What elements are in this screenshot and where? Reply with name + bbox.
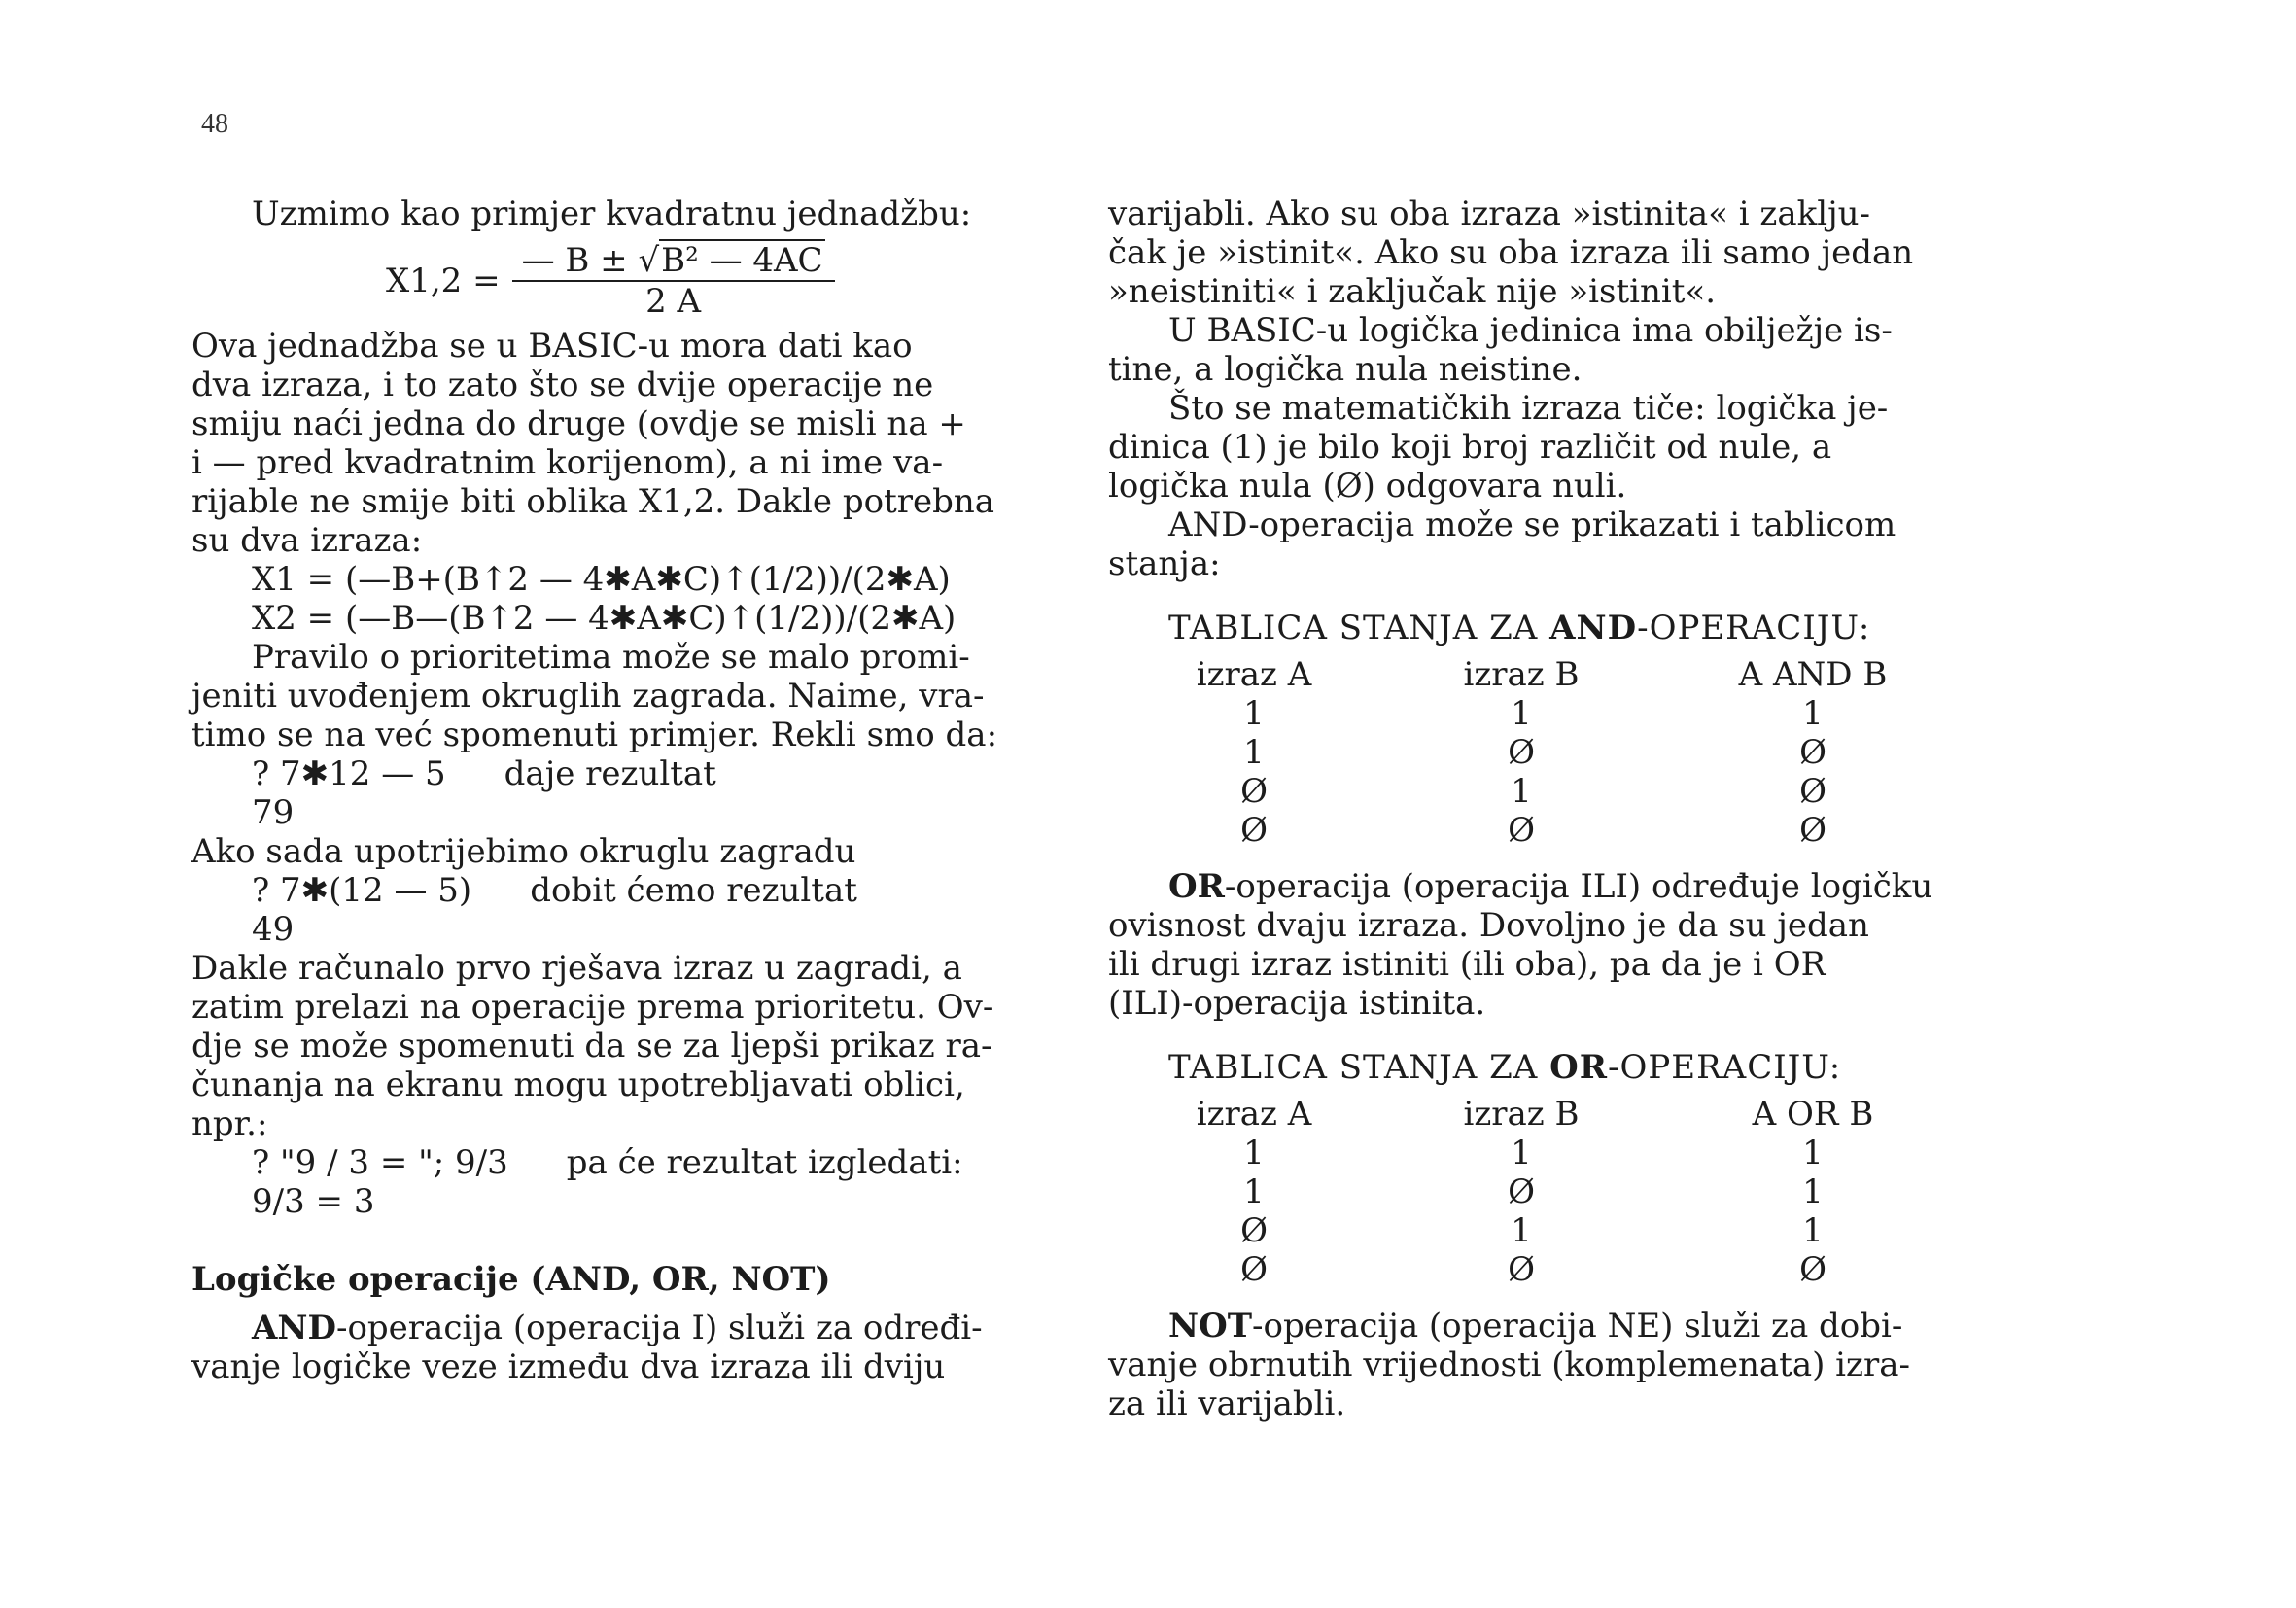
table-cell: 1 [1243, 1172, 1265, 1211]
table-cell: 1 [1802, 1134, 1824, 1172]
or-keyword: OR [1168, 867, 1225, 906]
example-text: daje rezultat [504, 754, 716, 793]
text-line: rijable ne smije biti oblika X1,2. Dakle potrebna [191, 482, 995, 521]
text-line: logička nula (Ø) odgovara nuli. [1108, 467, 1627, 506]
table-header: izraz A [1196, 1095, 1312, 1134]
text-line: dinica (1) je bilo koji broj različit od nule, a [1108, 428, 1832, 467]
math-paragraph [1108, 389, 1983, 506]
table-row [1128, 1172, 1964, 1211]
paragraph-3 [191, 949, 1057, 1143]
text-line: dva izraza, i to zato što se dvije operacije ne [191, 366, 934, 404]
example-3 [191, 1143, 1057, 1182]
table-row [1128, 1134, 1964, 1172]
text-line: jeniti uvođenjem okruglih zagrada. Naime, vra- [191, 677, 985, 716]
example-code: ? 7✱(12 — 5) [252, 871, 472, 910]
example-code: ? "9 / 3 = "; 9/3 [252, 1143, 508, 1182]
title-keyword: OR [1549, 1048, 1609, 1087]
paragraph-2 [191, 638, 1057, 754]
text-fragment: -operacija (operacija ILI) određuje logičku [1224, 867, 1933, 906]
table-header-row [1128, 1095, 1964, 1134]
table-row [1128, 1250, 1964, 1289]
left-column [191, 194, 1057, 1386]
code-line: X2 = (—B—(B↑2 — 4✱A✱C)↑(1/2))/(2✱A) [252, 599, 957, 638]
table-header: izraz B [1463, 1095, 1580, 1134]
continued-paragraph [1108, 194, 1983, 311]
text-line: U BASIC-u logička jedinica ima obilježje is- [1168, 311, 1893, 350]
table-cell: Ø [1240, 772, 1268, 811]
table-cell: Ø [1799, 733, 1826, 772]
table-cell: Ø [1799, 1250, 1826, 1289]
intro-text: Uzmimo kao primjer kvadratnu jednadžbu: [252, 194, 972, 233]
table-cell: Ø [1508, 1250, 1535, 1289]
table-cell: Ø [1240, 1211, 1268, 1250]
text-fragment: -operacija (operacija I) služi za određi- [335, 1309, 983, 1347]
text-line: ovisnost dvaju izraza. Dovoljno je da su jedan [1108, 906, 1869, 945]
table-cell: Ø [1240, 1250, 1268, 1289]
table-cell: 1 [1511, 772, 1532, 811]
text-line: zatim prelazi na operacije prema prioritetu. Ov- [191, 988, 994, 1027]
table-cell: 1 [1511, 694, 1532, 733]
right-column [1108, 194, 1983, 1423]
table-cell: 1 [1802, 1211, 1824, 1250]
table-cell: Ø [1508, 811, 1535, 850]
section-heading: Logičke operacije (AND, OR, NOT) [191, 1260, 831, 1299]
text-line: su dva izraza: [191, 521, 423, 560]
text-line: varijabli. Ako su oba izraza »istinita« i zaklju- [1108, 194, 1870, 233]
table-cell: Ø [1508, 733, 1535, 772]
example-2 [191, 871, 1057, 910]
text-line: dje se može spomenuti da se za ljepši prikaz ra- [191, 1027, 992, 1066]
text-fragment: -operacija (operacija NE) služi za dobi- [1252, 1307, 1903, 1346]
text-line: Ova jednadžba se u BASIC-u mora dati kao [191, 327, 913, 366]
text-line: Pravilo o prioritetima može se malo promi- [252, 638, 970, 677]
and-keyword: AND [252, 1309, 336, 1347]
table-cell: Ø [1799, 811, 1826, 850]
example-1 [191, 754, 1057, 793]
text-line: npr.: [191, 1104, 268, 1143]
table-cell: 1 [1243, 694, 1265, 733]
text-line: Dakle računalo prvo rješava izraz u zagradi, a [191, 949, 962, 988]
or-table-title [1168, 1048, 1983, 1087]
table-cell: 1 [1243, 733, 1265, 772]
text-line: stanja: [1108, 544, 1221, 583]
quadratic-formula [386, 241, 1057, 321]
and-paragraph [191, 1309, 1057, 1386]
formula-num-pre: — B ± √ [521, 241, 660, 280]
formula-numerator [512, 241, 835, 282]
table-cell: Ø [1508, 1172, 1535, 1211]
text-line: Što se matematičkih izraza tiče: logička je- [1168, 389, 1889, 428]
example-code: ? 7✱12 — 5 [252, 754, 446, 793]
or-truth-table [1128, 1095, 1964, 1289]
table-row [1128, 811, 1964, 850]
table-row [1128, 1211, 1964, 1250]
text-line: čunanja na ekranu mogu upotrebljavati oblici, [191, 1066, 965, 1104]
table-cell: Ø [1240, 811, 1268, 850]
text-line: AND-operacija može se prikazati i tablicom [1168, 506, 1896, 544]
example-text: dobit ćemo rezultat [530, 871, 857, 910]
table-row [1128, 694, 1964, 733]
page-number: 48 [201, 109, 228, 139]
title-post: -OPERACIJU: [1608, 1048, 1842, 1087]
text-line [1108, 867, 1983, 906]
title-pre: TABLICA STANJA ZA [1168, 1048, 1550, 1087]
table-header: A AND B [1738, 655, 1888, 694]
text-line [191, 1309, 1057, 1347]
table-header: A OR B [1752, 1095, 1874, 1134]
formula-lhs: X1,2 = [386, 262, 501, 300]
formula-denominator: 2 A [645, 282, 702, 321]
table-header-row [1128, 655, 1964, 694]
text-line: za ili varijabli. [1108, 1384, 1346, 1423]
code-line: X1 = (—B+(B↑2 — 4✱A✱C)↑(1/2))/(2✱A) [252, 560, 951, 599]
table-cell: 1 [1802, 1172, 1824, 1211]
title-post: -OPERACIJU: [1637, 609, 1871, 647]
text-line [1108, 1307, 1983, 1346]
example-result: 79 [252, 793, 295, 832]
text-line: i — pred kvadratnim korijenom), a ni ime va- [191, 443, 944, 482]
text-line: timo se na već spomenuti primjer. Rekli smo da: [191, 716, 998, 754]
table-header: izraz A [1196, 655, 1312, 694]
text-line: »neistiniti« i zaključak nije »istinit«. [1108, 272, 1717, 311]
example-text: pa će rezultat izgledati: [566, 1143, 963, 1182]
title-pre: TABLICA STANJA ZA [1168, 609, 1550, 647]
and-truth-table [1128, 655, 1964, 850]
example-result: 49 [252, 910, 295, 949]
text-line: vanje obrnutih vrijednosti (komplemenata) izra- [1108, 1346, 1910, 1384]
table-cell: 1 [1511, 1211, 1532, 1250]
table-cell: 1 [1243, 1134, 1265, 1172]
and-table-title [1168, 609, 1983, 647]
paragraph-1 [191, 327, 1057, 560]
text-line: ili drugi izraz istiniti (ili oba), pa da je i OR [1108, 945, 1826, 984]
text-line: tine, a logička nula neistine. [1108, 350, 1583, 389]
formula-fraction [512, 241, 835, 321]
example-result: 9/3 = 3 [252, 1182, 375, 1221]
text-line: smiju naći jedna do druge (ovdje se misli na + [191, 404, 966, 443]
text-line: (ILI)-operacija istinita. [1108, 984, 1486, 1023]
or-paragraph [1108, 867, 1983, 1023]
table-row [1128, 733, 1964, 772]
text-line: čak je »istinit«. Ako su oba izraza ili samo jedan [1108, 233, 1914, 272]
and-table-intro [1108, 506, 1983, 583]
table-cell: 1 [1802, 694, 1824, 733]
basic-paragraph [1108, 311, 1983, 389]
formula-sqrt-body: B² — 4AC [661, 241, 823, 280]
table-cell: 1 [1511, 1134, 1532, 1172]
table-header: izraz B [1463, 655, 1580, 694]
text-line: vanje logičke veze između dva izraza ili dviju [191, 1347, 946, 1386]
table-row [1128, 772, 1964, 811]
not-keyword: NOT [1168, 1307, 1252, 1346]
not-paragraph [1108, 1307, 1983, 1423]
title-keyword: AND [1549, 609, 1638, 647]
table-cell: Ø [1799, 772, 1826, 811]
text-line: Ako sada upotrijebimo okruglu zagradu [191, 832, 856, 871]
